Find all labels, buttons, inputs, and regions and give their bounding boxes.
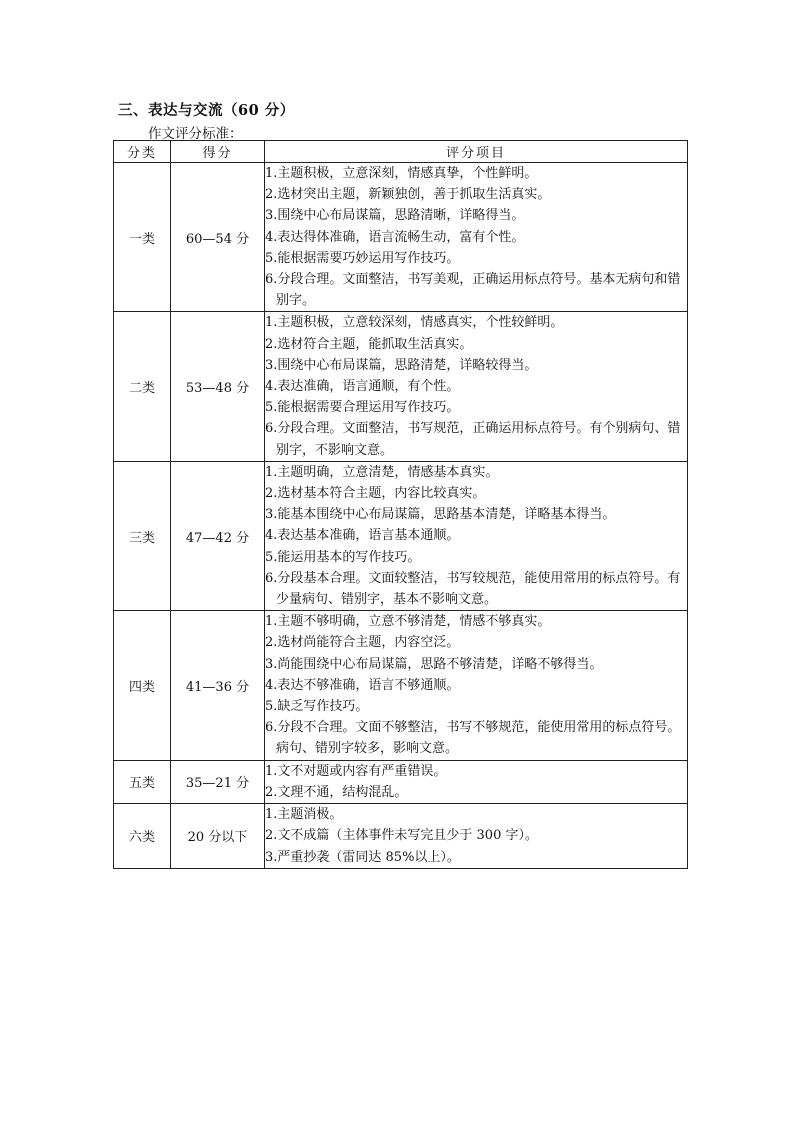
criterion-item: 2.选材基本符合主题，内容比较真实。 bbox=[265, 486, 486, 502]
section-title: 三、表达与交流（60 分） bbox=[118, 102, 295, 119]
criteria-cell bbox=[265, 804, 688, 869]
score-range-cell: 47—42 分 bbox=[171, 461, 265, 610]
criteria-cell bbox=[265, 312, 688, 461]
table-row bbox=[114, 312, 688, 461]
criteria-cell bbox=[265, 611, 688, 760]
criterion-item: 6.分段合理。文面整洁，书写美观，正确运用标点符号。基本无病句和错别字。 bbox=[265, 272, 681, 309]
criterion-item: 4.表达基本准确，语言基本通顺。 bbox=[265, 528, 460, 544]
table-row bbox=[114, 611, 688, 760]
criterion-item: 1.文不对题或内容有严重错误。 bbox=[265, 763, 447, 779]
criterion-item: 3.围绕中心布局谋篇，思路清晰，详略得当。 bbox=[265, 208, 525, 224]
criterion-item: 5.能根据需要巧妙运用写作技巧。 bbox=[265, 250, 460, 266]
criterion-item: 4.表达得体准确，语言流畅生动，富有个性。 bbox=[265, 229, 525, 245]
score-range-cell: 20 分以下 bbox=[171, 804, 265, 869]
criterion-item: 3.尚能围绕中心布局谋篇，思路不够清楚，详略不够得当。 bbox=[265, 656, 603, 672]
criterion-item: 1.主题积极，立意深刻，情感真挚，个性鲜明。 bbox=[265, 166, 538, 181]
criterion-item: 6.分段基本合理。文面较整洁，书写较规范，能使用常用的标点符号。有少量病句、错别字，基本不影响文意。 bbox=[265, 570, 681, 608]
header-criteria: 评分项目 bbox=[265, 141, 688, 163]
header-score: 得分 bbox=[171, 141, 265, 163]
criterion-item: 5.能运用基本的写作技巧。 bbox=[265, 549, 421, 565]
criterion-item: 5.能根据需要合理运用写作技巧。 bbox=[265, 400, 460, 416]
criterion-item: 3.围绕中心布局谋篇，思路清楚，详略较得当。 bbox=[265, 357, 538, 373]
category-cell: 六类 bbox=[114, 804, 171, 869]
header-row bbox=[114, 141, 688, 163]
category-cell: 二类 bbox=[114, 312, 171, 461]
criterion-item: 2.选材突出主题，新颖独创，善于抓取生活真实。 bbox=[265, 187, 551, 203]
criterion-item: 2.选材尚能符合主题，内容空泛。 bbox=[265, 635, 460, 651]
category-cell: 四类 bbox=[114, 611, 171, 760]
criterion-item: 3.能基本围绕中心布局谋篇，思路基本清楚，详略基本得当。 bbox=[265, 507, 616, 523]
criteria-cell bbox=[265, 163, 688, 312]
criterion-item: 6.分段合理。文面整洁，书写规范，正确运用标点符号。有个别病句、错别字，不影响文意。 bbox=[265, 421, 681, 458]
category-cell: 三类 bbox=[114, 461, 171, 610]
table-row bbox=[114, 760, 688, 803]
criterion-item: 4.表达不够准确，语言不够通顺。 bbox=[265, 677, 460, 693]
score-range-cell: 60—54 分 bbox=[171, 163, 265, 312]
table-row bbox=[114, 804, 688, 869]
table-row bbox=[114, 461, 688, 610]
criterion-item: 1.主题消极。 bbox=[265, 807, 343, 823]
category-cell: 一类 bbox=[114, 163, 171, 312]
grading-table bbox=[113, 140, 688, 869]
criteria-cell bbox=[265, 461, 688, 610]
criterion-item: 2.文不成篇（主体事件未写完且少于 300 字）。 bbox=[265, 828, 538, 844]
criterion-item: 4.表达准确，语言通顺，有个性。 bbox=[265, 379, 460, 395]
criterion-item: 2.文理不通，结构混乱。 bbox=[265, 784, 408, 800]
criterion-item: 1.主题不够明确，立意不够清楚，情感不够真实。 bbox=[265, 614, 551, 630]
score-range-cell: 53—48 分 bbox=[171, 312, 265, 461]
criterion-item: 6.分段不合理。文面不够整洁，书写不够规范，能使用常用的标点符号。病句、错别字较多，影响文意。 bbox=[265, 720, 681, 757]
criterion-item: 5.缺乏写作技巧。 bbox=[265, 699, 369, 715]
table-body bbox=[114, 163, 688, 869]
criterion-item: 1.主题积极，立意较深刻，情感真实，个性较鲜明。 bbox=[265, 315, 564, 331]
criteria-cell bbox=[265, 760, 688, 803]
table-caption: 作文评分标准： bbox=[148, 126, 243, 142]
criterion-item: 3.严重抄袭（雷同达 85%以上）。 bbox=[265, 849, 460, 865]
criterion-item: 1.主题明确，立意清楚，情感基本真实。 bbox=[265, 464, 499, 480]
criterion-item: 2.选材符合主题，能抓取生活真实。 bbox=[265, 336, 473, 352]
category-cell: 五类 bbox=[114, 760, 171, 803]
score-range-cell: 41—36 分 bbox=[171, 611, 265, 760]
header-category: 分类 bbox=[114, 141, 171, 163]
score-range-cell: 35—21 分 bbox=[171, 760, 265, 803]
table-row bbox=[114, 163, 688, 312]
table-header bbox=[114, 141, 688, 163]
